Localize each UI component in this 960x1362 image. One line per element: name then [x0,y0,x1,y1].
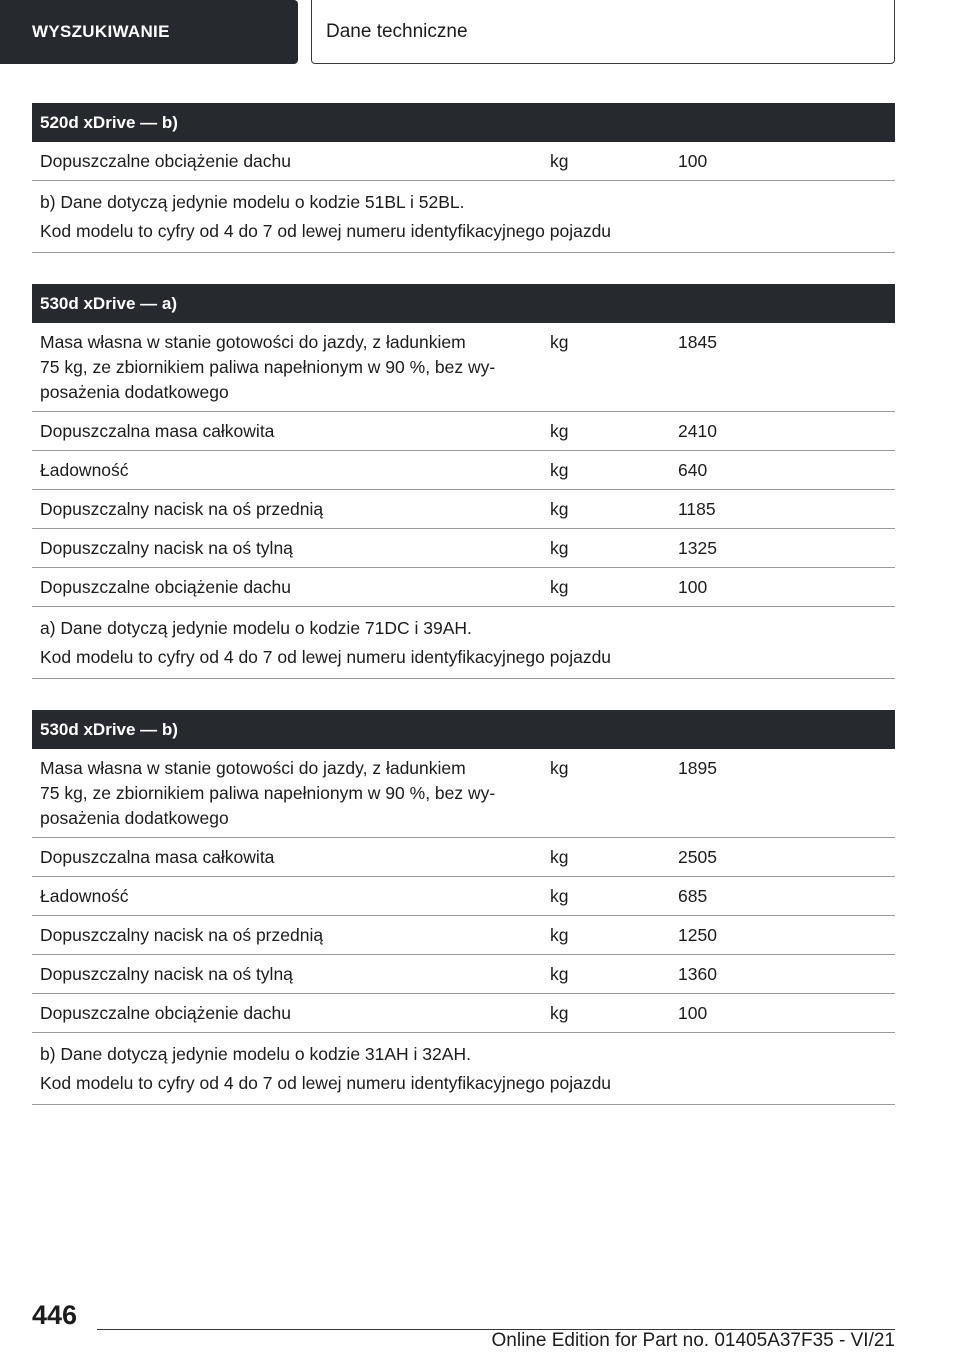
row-label-line: 75 kg, ze zbiornikiem paliwa napełnionym w 90 %, bez wy- [40,357,496,377]
row-label: Dopuszczalny nacisk na oś tylną [40,538,293,558]
row-value: 640 [678,460,708,480]
footnote-line: Kod modelu to cyfry od 4 do 7 od lewej numeru identyfikacyjnego pojazdu [40,647,612,667]
row-value: 100 [678,577,708,597]
table-title: 530d xDrive — a) [32,284,895,323]
row-label: Dopuszczalna masa całkowita [40,421,275,441]
table-row [32,838,895,877]
row-unit: kg [550,758,569,778]
spec-table [32,284,895,679]
footnote-line: Kod modelu to cyfry od 4 do 7 od lewej numeru identyfikacyjnego pojazdu [40,1073,612,1093]
row-label: Ładowność [40,460,129,480]
row-unit: kg [550,421,569,441]
row-unit: kg [550,925,569,945]
table-row [32,994,895,1033]
spec-table [32,710,895,1105]
edition-label: Online Edition for Part no. 01405A37F35 - VI/21 [491,1330,895,1351]
row-unit: kg [550,151,569,171]
page-number: 446 [32,1300,78,1330]
row-value: 1185 [678,499,716,519]
row-label-line: 75 kg, ze zbiornikiem paliwa napełnionym w 90 %, bez wy- [40,783,496,803]
table-row [32,490,895,529]
table-title: 520d xDrive — b) [32,103,895,142]
row-unit: kg [550,460,569,480]
row-value: 685 [678,886,708,906]
page-footer [0,1290,960,1362]
row-value: 1325 [678,538,717,558]
row-label: Dopuszczalny nacisk na oś przednią [40,925,324,945]
row-label-line: posażenia dodatkowego [40,808,229,828]
table-footnote [32,607,895,679]
row-value: 2505 [678,847,717,867]
row-value: 1895 [678,758,717,778]
row-label [32,330,550,405]
table-row [32,451,895,490]
footnote-line: b) Dane dotyczą jedynie modelu o kodzie 51BL i 52BL. [40,192,465,212]
row-label: Dopuszczalne obciążenie dachu [40,151,291,171]
row-unit: kg [550,499,569,519]
row-value: 100 [678,151,708,171]
row-label: Ładowność [40,886,129,906]
spec-table [32,103,895,253]
table-row [32,568,895,607]
table-row [32,955,895,994]
row-label: Dopuszczalne obciążenie dachu [40,577,291,597]
row-value: 2410 [678,421,717,441]
row-value: 1250 [678,925,717,945]
table-footnote [32,1033,895,1105]
row-label: Dopuszczalny nacisk na oś przednią [40,499,324,519]
row-unit: kg [550,577,569,597]
table-row [32,142,895,181]
table-footnote [32,181,895,253]
spec-content [32,103,895,1136]
page-header [0,0,960,66]
row-unit: kg [550,886,569,906]
table-row [32,916,895,955]
row-label: Dopuszczalna masa całkowita [40,847,275,867]
row-label-line: Masa własna w stanie gotowości do jazdy, z ładunkiem [40,758,466,778]
row-label: Dopuszczalne obciążenie dachu [40,1003,291,1023]
footnote-line: a) Dane dotyczą jedynie modelu o kodzie 71DC i 39AH. [40,618,472,638]
table-row [32,877,895,916]
table-row [32,529,895,568]
row-unit: kg [550,964,569,984]
row-label [32,756,550,831]
table-row [32,749,895,838]
row-unit: kg [550,538,569,558]
row-label-line: Masa własna w stanie gotowości do jazdy, z ładunkiem [40,332,466,352]
table-row [32,412,895,451]
row-value: 1360 [678,964,717,984]
row-value: 1845 [678,332,717,352]
table-row [32,323,895,412]
row-unit: kg [550,847,569,867]
search-tab[interactable]: WYSZUKIWANIE [0,0,298,64]
row-value: 100 [678,1003,708,1023]
footnote-line: Kod modelu to cyfry od 4 do 7 od lewej numeru identyfikacyjnego pojazdu [40,221,612,241]
row-label: Dopuszczalny nacisk na oś tylną [40,964,293,984]
row-unit: kg [550,332,569,352]
section-title-tab[interactable]: Dane techniczne [311,0,895,64]
row-label-line: posażenia dodatkowego [40,382,229,402]
footnote-line: b) Dane dotyczą jedynie modelu o kodzie 31AH i 32AH. [40,1044,471,1064]
row-unit: kg [550,1003,569,1023]
table-title: 530d xDrive — b) [32,710,895,749]
